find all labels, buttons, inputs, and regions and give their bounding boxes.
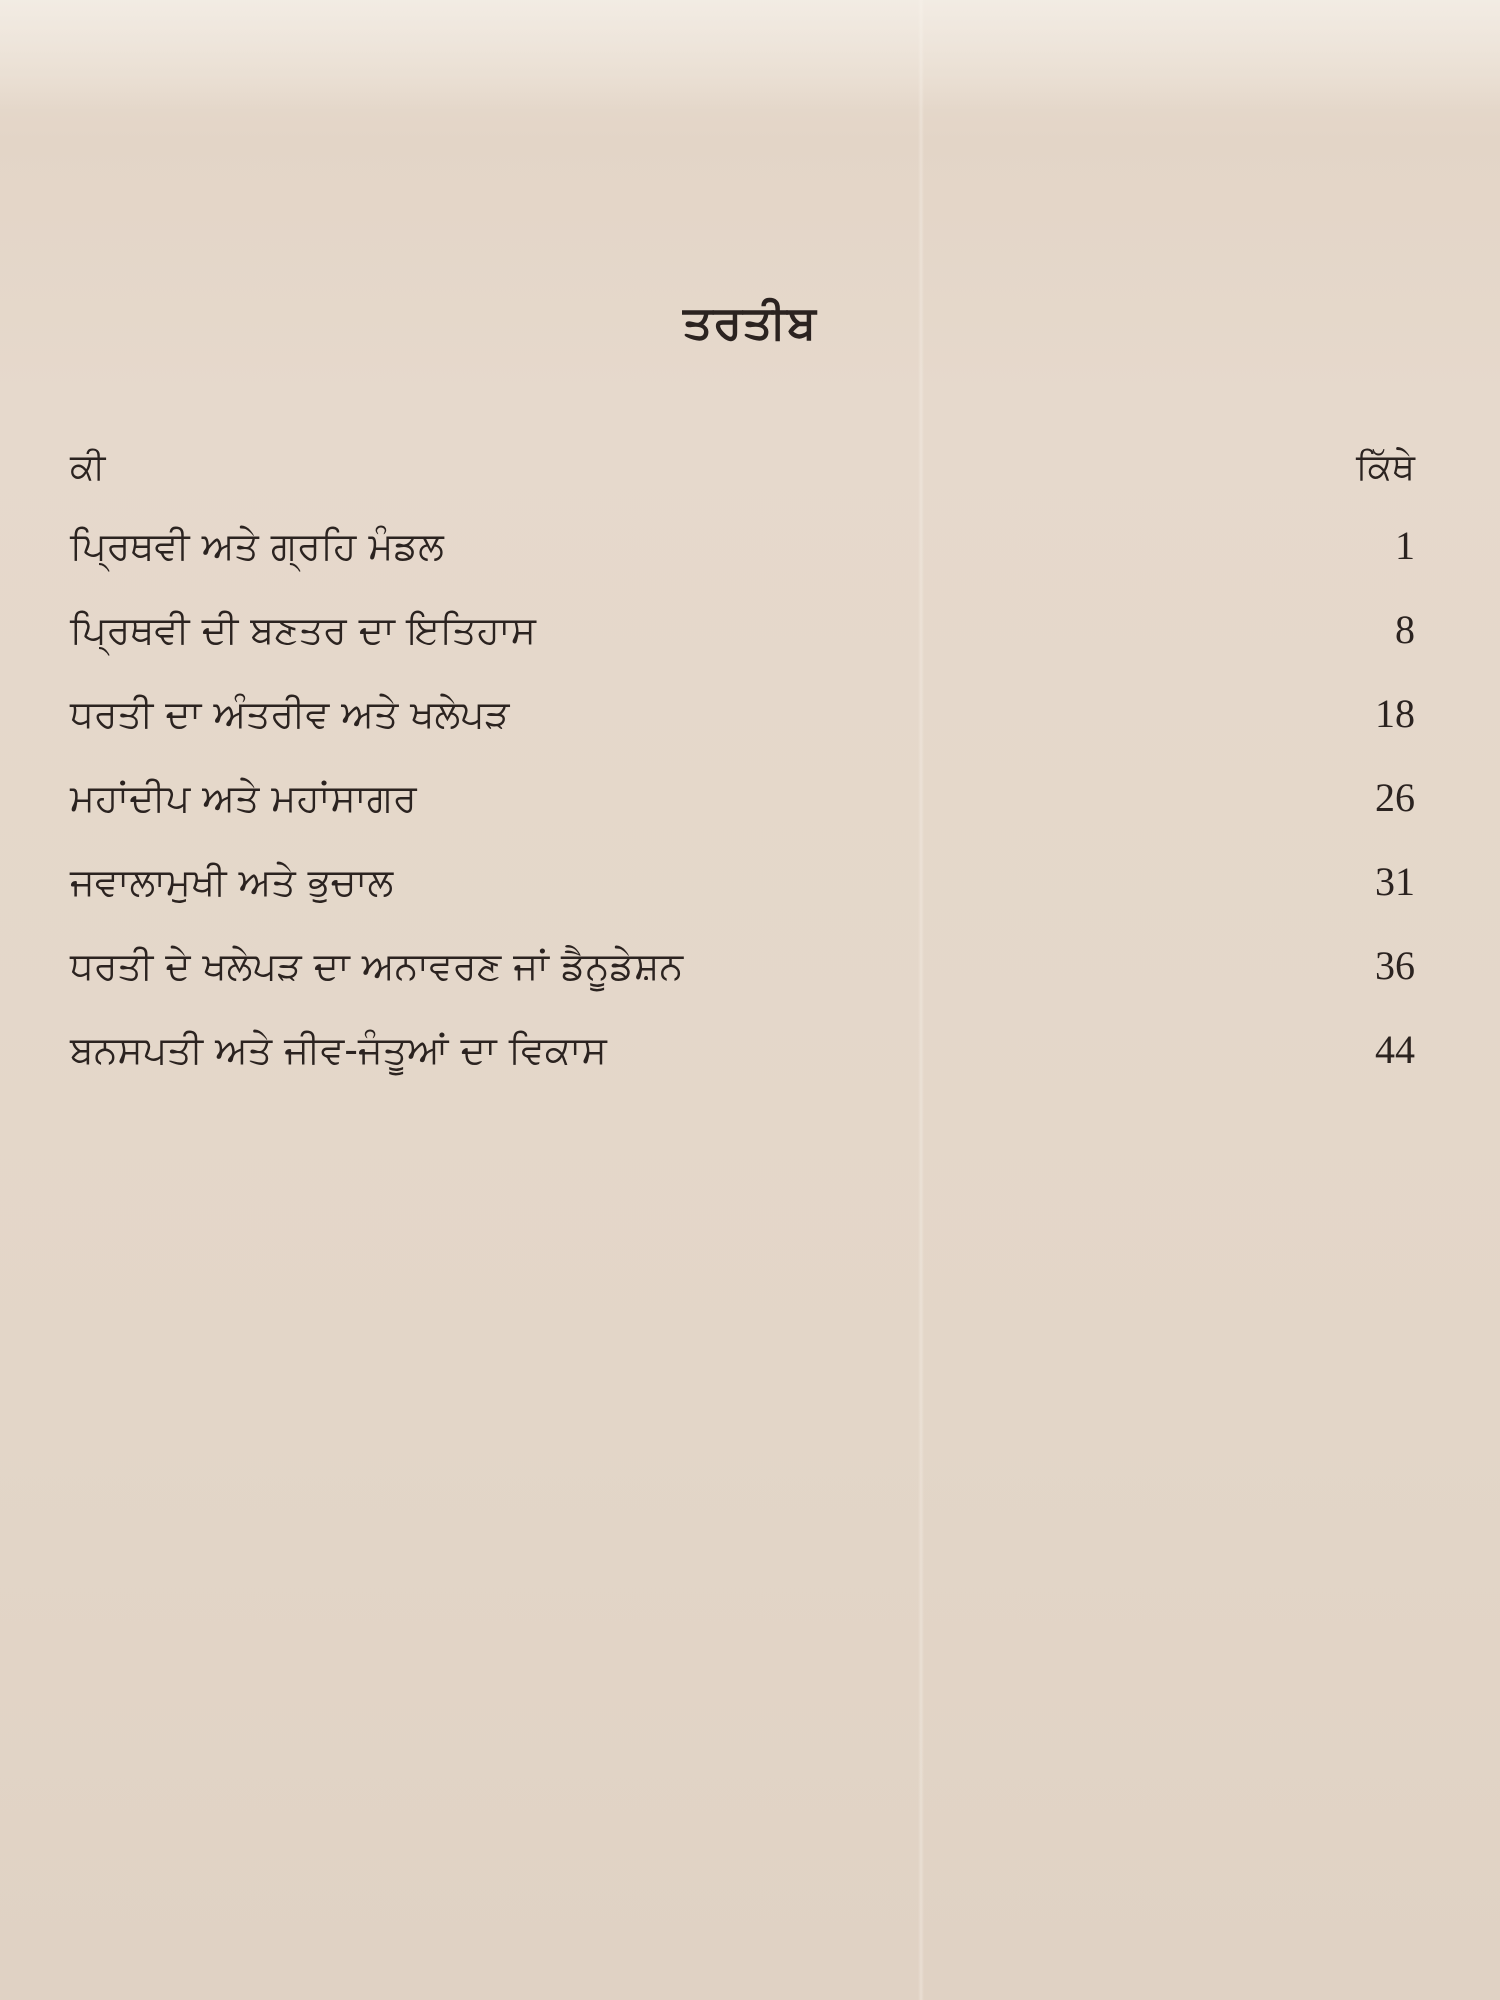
toc-entry (70, 756, 1415, 840)
page-top-shade (0, 0, 1500, 110)
toc-entry (70, 840, 1415, 924)
toc-header-row (70, 432, 1415, 504)
table-of-contents (70, 432, 1415, 1092)
toc-entry-page: 1 (1395, 523, 1415, 568)
toc-header-what: ਕੀ (70, 447, 106, 488)
toc-entry-page: 31 (1375, 859, 1415, 904)
toc-entry-page: 8 (1395, 607, 1415, 652)
toc-entry-title: ਬਨਸਪਤੀ ਅਤੇ ਜੀਵ-ਜੰਤੂਆਂ ਦਾ ਵਿਕਾਸ (70, 1028, 607, 1072)
toc-entry-page: 44 (1375, 1027, 1415, 1072)
toc-entry (70, 588, 1415, 672)
toc-entry-title: ਜਵਾਲਾਮੁਖੀ ਅਤੇ ਭੁਚਾਲ (70, 860, 394, 904)
page-title: ਤਰਤੀਬ (683, 295, 817, 349)
toc-entry-title: ਪ੍ਰਿਥਵੀ ਦੀ ਬਣਤਰ ਦਾ ਇਤਿਹਾਸ (70, 608, 536, 652)
toc-entry (70, 924, 1415, 1008)
toc-entry (70, 1008, 1415, 1092)
toc-entry-title: ਧਰਤੀ ਦੇ ਖਲੇਪੜ ਦਾ ਅਨਾਵਰਣ ਜਾਂ ਡੈਨੂਡੇਸ਼ਨ (70, 944, 684, 988)
toc-entry-title: ਪ੍ਰਿਥਵੀ ਅਤੇ ਗ੍ਰਹਿ ਮੰਡਲ (70, 524, 444, 568)
toc-entry (70, 672, 1415, 756)
toc-header-where: ਕਿੱਥੇ (1356, 447, 1415, 488)
toc-entry-page: 18 (1375, 691, 1415, 736)
toc-entry-page: 36 (1375, 943, 1415, 988)
toc-entry-title: ਧਰਤੀ ਦਾ ਅੰਤਰੀਵ ਅਤੇ ਖਲੇਪੜ (70, 692, 510, 736)
toc-entry-title: ਮਹਾਂਦੀਪ ਅਤੇ ਮਹਾਂਸਾਗਰ (70, 776, 417, 820)
toc-entry (70, 504, 1415, 588)
toc-entry-page: 26 (1375, 775, 1415, 820)
